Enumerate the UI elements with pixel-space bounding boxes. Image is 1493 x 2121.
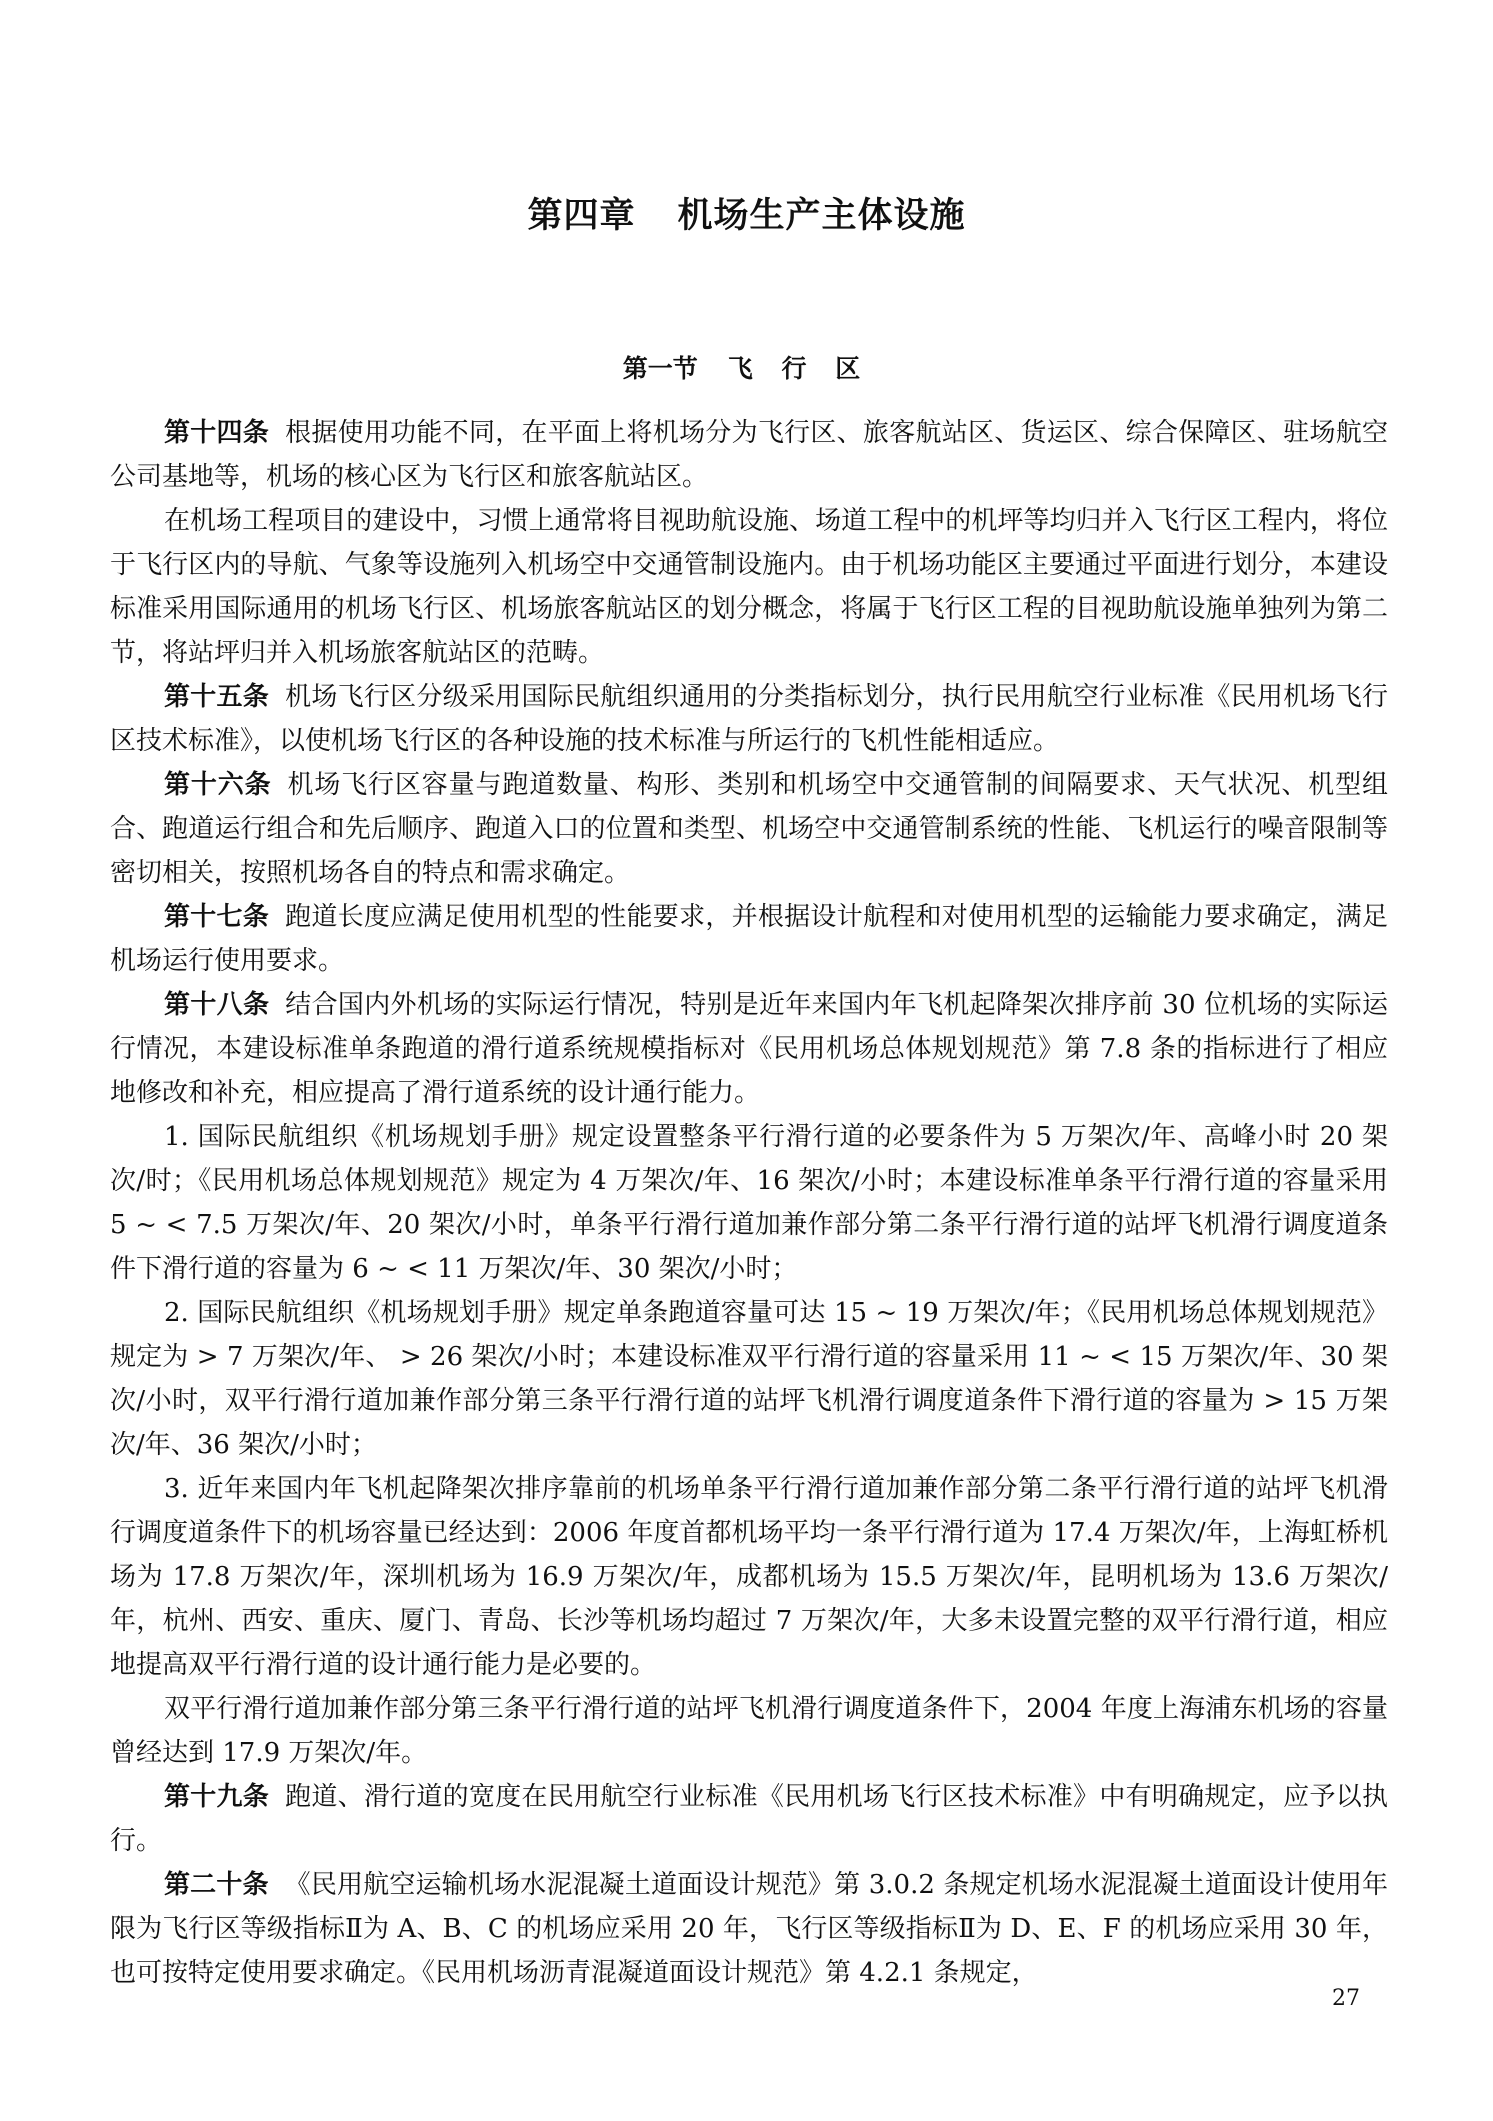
paragraph-text: 《民用航空运输机场水泥混凝土道面设计规范》第 3.0.2 条规定机场水泥混凝土道面设计使用年限为飞行区等级指标Ⅱ为 A、B、C 的机场应采用 20 年，飞行区等级指标Ⅱ为 D、E、F 的机场应采用 30 年，也可按特定使用要求确定。《民用机场沥青混凝道面设计规范》第 4.2.1 条规定， xyxy=(110,1870,1388,1988)
article-14 xyxy=(110,411,1388,499)
section-title xyxy=(0,349,1493,385)
article-label: 第十八条 xyxy=(164,990,270,1020)
paragraph xyxy=(110,499,1388,675)
paragraph-text: 机场飞行区分级采用国际民航组织通用的分类指标划分，执行民用航空行业标准《民用机场飞行区技术标准》，以使机场飞行区的各种设施的技术标准与所运行的飞机性能相适应。 xyxy=(110,682,1388,756)
paragraph-text: 跑道长度应满足使用机型的性能要求，并根据设计航程和对使用机型的运输能力要求确定，满足机场运行使用要求。 xyxy=(110,902,1388,976)
paragraph-text: 在机场工程项目的建设中，习惯上通常将目视助航设施、场道工程中的机坪等均归并入飞行区工程内，将位于飞行区内的导航、气象等设施列入机场空中交通管制设施内。由于机场功能区主要通过平面进行划分，本建设标准采用国际通用的机场飞行区、机场旅客航站区的划分概念，将属于飞行区工程的目视助航设施单独列为第二节，将站坪归并入机场旅客航站区的范畴。 xyxy=(110,506,1388,668)
article-label: 第十九条 xyxy=(164,1782,270,1812)
list-item-2 xyxy=(110,1291,1388,1467)
article-18 xyxy=(110,983,1388,1115)
list-item-1 xyxy=(110,1115,1388,1291)
paragraph-text: 3. 近年来国内年飞机起降架次排序靠前的机场单条平行滑行道加兼作部分第二条平行滑行道的站坪飞机滑行调度道条件下的机场容量已经达到：2006 年度首都机场平均一条平行滑行道为 17.4 万架次/年，上海虹桥机场为 17.8 万架次/年，深圳机场为 16.9 万架次/年，成都机场为 15.5 万架次/年，昆明机场为 13.6 万架次/年，杭州、西安、重庆、厦门、青岛、长沙等机场均超过 7 万架次/年，大多未设置完整的双平行滑行道，相应地提高双平行滑行道的设计通行能力是必要的。 xyxy=(110,1474,1388,1680)
paragraph-text: 结合国内外机场的实际运行情况，特别是近年来国内年飞机起降架次排序前 30 位机场的实际运行情况，本建设标准单条跑道的滑行道系统规模指标对《民用机场总体规划规范》第 7.8 条的指标进行了相应地修改和补充，相应提高了滑行道系统的设计通行能力。 xyxy=(110,990,1388,1108)
article-20 xyxy=(110,1863,1388,1995)
paragraph-text: 根据使用功能不同，在平面上将机场分为飞行区、旅客航站区、货运区、综合保障区、驻场航空公司基地等，机场的核心区为飞行区和旅客航站区。 xyxy=(110,418,1388,492)
paragraph-text: 双平行滑行道加兼作部分第三条平行滑行道的站坪飞机滑行调度道条件下，2004 年度上海浦东机场的容量曾经达到 17.9 万架次/年。 xyxy=(110,1694,1388,1768)
article-label: 第十五条 xyxy=(164,682,270,712)
article-label: 第二十条 xyxy=(164,1870,269,1900)
article-17 xyxy=(110,895,1388,983)
page-number: 27 xyxy=(1332,1986,1360,2011)
paragraph-text: 1. 国际民航组织《机场规划手册》规定设置整条平行滑行道的必要条件为 5 万架次/年、高峰小时 20 架次/时；《民用机场总体规划规范》规定为 4 万架次/年、16 架次/小时；本建设标准单条平行滑行道的容量采用 5 ~ < 7.5 万架次/年、20 架次/小时，单条平行滑行道加兼作部分第二条平行滑行道的站坪飞机滑行调度道条件下滑行道的容量为 6 ~ < 11 万架次/年、30 架次/小时； xyxy=(110,1122,1388,1284)
article-16 xyxy=(110,763,1388,895)
article-label: 第十四条 xyxy=(164,418,270,448)
section-name: 飞 行 区 xyxy=(727,354,871,383)
body-text xyxy=(110,411,1388,1995)
article-label: 第十六条 xyxy=(164,770,272,800)
section-number: 第一节 xyxy=(622,354,698,383)
paragraph-text: 机场飞行区容量与跑道数量、构形、类别和机场空中交通管制的间隔要求、天气状况、机型组合、跑道运行组合和先后顺序、跑道入口的位置和类型、机场空中交通管制系统的性能、飞机运行的噪音限制等密切相关，按照机场各自的特点和需求确定。 xyxy=(110,770,1388,888)
chapter-name: 机场生产主体设施 xyxy=(677,196,966,236)
chapter-title xyxy=(0,188,1493,238)
chapter-number: 第四章 xyxy=(527,196,636,236)
paragraph-text: 跑道、滑行道的宽度在民用航空行业标准《民用机场飞行区技术标准》中有明确规定，应予以执行。 xyxy=(110,1782,1388,1856)
article-19 xyxy=(110,1775,1388,1863)
paragraph xyxy=(110,1687,1388,1775)
paragraph-text: 2. 国际民航组织《机场规划手册》规定单条跑道容量可达 15 ~ 19 万架次/年；《民用机场总体规划规范》规定为 > 7 万架次/年、 > 26 架次/小时；本建设标准双平行滑行道的容量采用 11 ~ < 15 万架次/年、30 架次/小时，双平行滑行道加兼作部分第三条平行滑行道的站坪飞机滑行调度道条件下滑行道的容量为 > 15 万架次/年、36 架次/小时； xyxy=(110,1298,1388,1460)
article-15 xyxy=(110,675,1388,763)
list-item-3 xyxy=(110,1467,1388,1687)
article-label: 第十七条 xyxy=(164,902,270,932)
